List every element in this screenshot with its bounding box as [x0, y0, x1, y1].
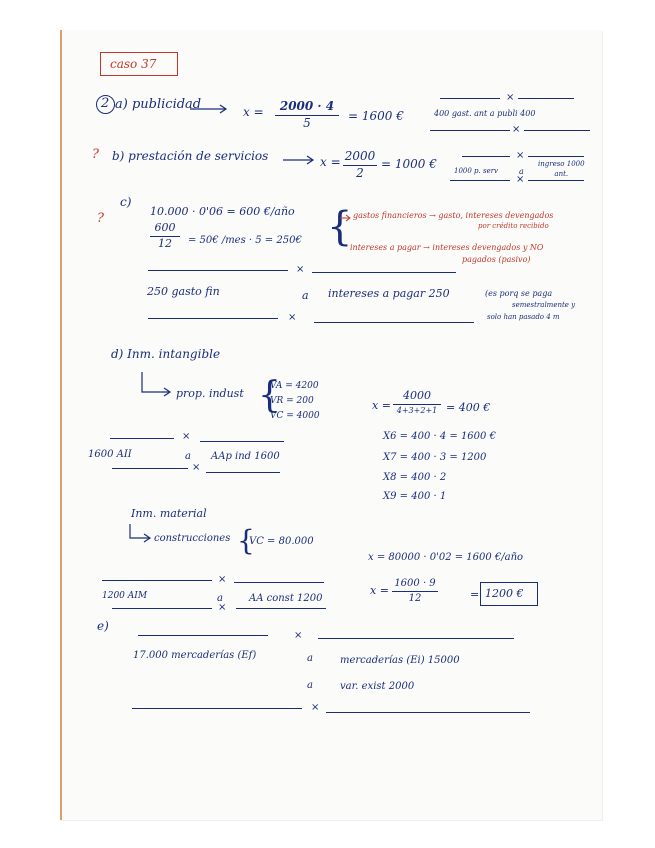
- d-brace: {: [258, 375, 281, 416]
- e-row2-right: var. exist 2000: [340, 681, 415, 692]
- d-eq-sign: =: [470, 588, 480, 601]
- c-calc: = 50€ /mes · 5 = 250€: [188, 235, 302, 246]
- c-fraction-num: 600: [154, 221, 176, 234]
- b-x-eq: x =: [320, 155, 341, 169]
- b-entry-right-den: ant.: [554, 170, 569, 179]
- a-entry: 400 gast. ant a publi 400: [434, 109, 536, 118]
- d-fraction: [393, 390, 441, 415]
- d-entry2-left: 1200 AIM: [102, 591, 148, 601]
- section-a-label: a) publicidad: [115, 97, 202, 112]
- d-x8: X8 = 400 · 2: [383, 472, 447, 483]
- page-title: caso 37: [110, 57, 157, 71]
- d-result: = 400 €: [446, 401, 491, 414]
- c-paren1: (es porq se paga: [485, 289, 553, 298]
- b-fraction: [343, 150, 377, 181]
- d-fraction3: [392, 578, 438, 604]
- c-note1b: por crédito recibido: [478, 222, 549, 230]
- d-fraction-den: 4+3+2+1: [396, 405, 438, 415]
- b-question-mark: ?: [92, 147, 99, 162]
- d-label2: Inm. material: [131, 507, 207, 520]
- a-x-eq: x =: [243, 105, 264, 119]
- arrow-icon: [128, 524, 154, 544]
- d-fraction3-num: 1600 · 9: [394, 578, 436, 589]
- d-x2-line: x = 80000 · 0'02 = 1600 €/año: [368, 552, 524, 563]
- c-line1: 10.000 · 0'06 = 600 €/año: [150, 205, 295, 218]
- arrow-icon: [140, 372, 174, 398]
- d-fraction-num: 4000: [403, 389, 431, 402]
- arrow-icon: [190, 104, 230, 114]
- circled-number-text: 2: [101, 96, 110, 111]
- d-entry1-left: 1600 AII: [88, 449, 132, 460]
- b-fraction-num: 2000: [344, 149, 376, 163]
- b-entry-right: [538, 160, 585, 178]
- d-entry1-mid: a: [185, 451, 191, 462]
- c-entry-right: intereses a pagar 250: [328, 287, 450, 300]
- e-row1-left: 17.000 mercaderías (Ef): [133, 650, 257, 661]
- section-c-label: c): [120, 195, 132, 209]
- a-fraction: [275, 100, 339, 131]
- b-entry-right-num: ingreso 1000: [538, 160, 585, 168]
- c-note2: intereses a pagar → intereses devengados y NO: [350, 243, 544, 252]
- d-vc: VC = 4000: [270, 411, 320, 421]
- d-x9: X9 = 400 · 1: [383, 491, 447, 502]
- c-note1: gastos financieros → gasto, intereses devengados: [353, 211, 554, 220]
- d-x3-eq: x =: [370, 584, 389, 597]
- b-fraction-den: 2: [356, 165, 364, 180]
- d-vr: VR = 200: [270, 396, 314, 406]
- c-question-mark: ?: [97, 211, 104, 226]
- d-va: VA = 4200: [270, 381, 319, 391]
- b-entry-left: 1000 p. serv: [454, 167, 499, 175]
- e-row1-mid: a: [307, 653, 313, 664]
- c-paren2: semestralmente y: [512, 301, 576, 309]
- d-x-eq: x =: [372, 399, 391, 412]
- section-b-label: b) prestación de servicios: [112, 149, 269, 163]
- c-entry-mid: a: [302, 289, 309, 302]
- arrow-icon: [340, 214, 352, 222]
- a-result: = 1600 €: [348, 109, 404, 123]
- d-result3: 1200 €: [485, 587, 524, 600]
- c-fraction: [150, 222, 180, 250]
- c-note2b: pagados (pasivo): [462, 255, 531, 264]
- arrow-icon: [283, 155, 317, 165]
- c-paren3: solo han pasado 4 m: [487, 313, 560, 321]
- d-entry2-right: AA const 1200: [249, 593, 323, 604]
- e-row1-right: mercaderías (Ei) 15000: [340, 655, 460, 666]
- c-fraction-den: 12: [158, 236, 172, 250]
- c-entry-left: 250 gasto fin: [147, 285, 220, 298]
- section-e-label: e): [97, 619, 109, 633]
- e-row2-mid: a: [307, 680, 313, 691]
- d-x6: X6 = 400 · 4 = 1600 €: [383, 431, 496, 442]
- d-fraction3-den: 12: [408, 592, 422, 604]
- a-fraction-den: 5: [303, 115, 311, 130]
- a-fraction-num: 2000 · 4: [279, 99, 335, 113]
- b-result: = 1000 €: [381, 157, 437, 171]
- d-entry1-right: AAp ind 1600: [211, 451, 280, 462]
- d-x7: X7 = 400 · 3 = 1200: [383, 452, 487, 463]
- section-d-label: d) Inm. intangible: [111, 347, 221, 361]
- d-sub1: prop. indust: [176, 387, 244, 400]
- d-sub2: construcciones: [154, 533, 231, 544]
- d-brace2: {: [237, 524, 255, 557]
- b-entry-mid: a: [519, 167, 524, 176]
- c-brace: {: [327, 204, 353, 250]
- d-vc2: VC = 80.000: [249, 536, 314, 547]
- d-entry2-mid: a: [217, 593, 223, 604]
